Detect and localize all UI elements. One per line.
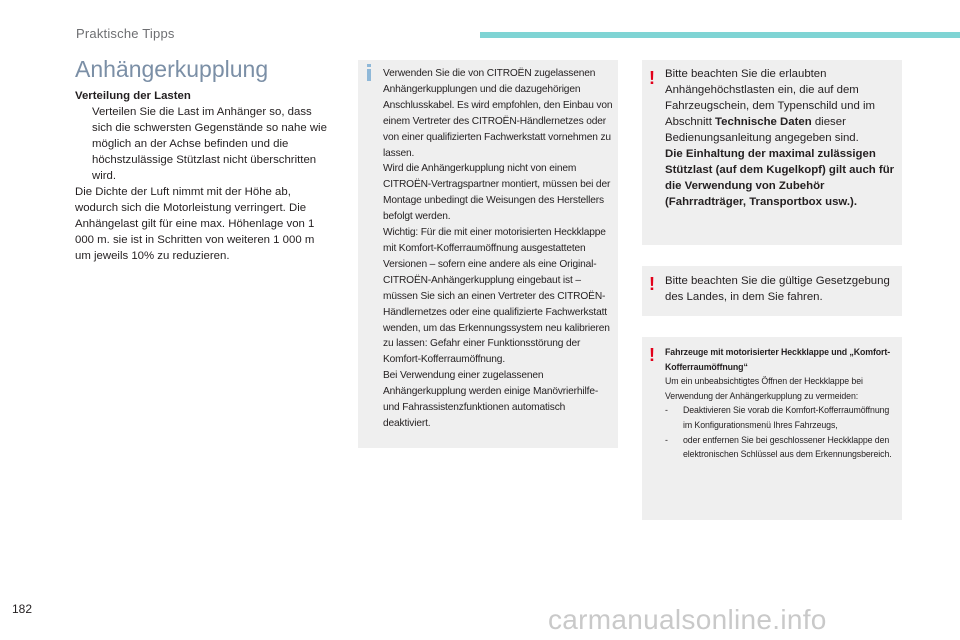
warning-text-tailgate xyxy=(665,345,898,462)
warning-text-part: Bitte beachten Sie die erlaubten Anhängehöchstlasten ein, die auf dem Fahrzeugschein, dem Typenschild und im Abschnitt xyxy=(665,68,875,128)
warning-icon: ! xyxy=(649,345,655,365)
page-number: 182 xyxy=(12,602,33,616)
warning-text-loads xyxy=(665,66,898,210)
dash-marker: - xyxy=(665,405,668,416)
list-item xyxy=(665,403,898,432)
bullet-text: Verteilen Sie die Last im Anhänger so, dass sich die schwersten Gegenstände so nahe wie möglich an der Achse befinden und die höchstzulässige Stützlast nicht überschritten wird. xyxy=(92,106,327,182)
dash-marker: - xyxy=(665,434,668,445)
section-header: Praktische Tipps xyxy=(76,26,175,41)
warning-intro: Um ein unbeabsichtigtes Öffnen der Heckklappe bei Verwendung der Anhängerkupplung zu vermeiden: xyxy=(665,376,863,401)
altitude-paragraph: Die Dichte der Luft nimmt mit der Höhe ab, wodurch sich die Motorleistung verringert. Die Anhängelast gilt für eine max. Höhenlage von 1 000 m. sie ist in Schritten von weiteren 1 000 m um jeweils 10% zu reduzieren. xyxy=(75,186,315,262)
bullet-item xyxy=(75,104,327,184)
info-note-text: Verwenden Sie die von CITROËN zugelassenen Anhängerkupplungen und die dazugehörigen Anschlusskabel. Es wird empfohlen, den Einbau von einem Vertreter des CITROËN-Händlernetzes oder von einer qualifizierten Fachwerkstatt vornehmen zu lassen. Wird die Anhängerkupplung nicht von einem CITROËN-Vertragspartner montiert, müssen bei der Montage unbedingt die Weisungen des Herstellers befolgt werden. Wichtig: Für die mit einer motorisierten Heckklappe mit Komfort-Kofferraumöffnung ausgestatteten Versionen – sofern eine andere als eine Original-CITROËN-Anhängerkupplung eingebaut ist – müssen Sie sich an einen Vertreter des CITROËN-Händlernetzes oder eine qualifizierte Fachwerkstatt wenden, um das Erkennungssystem neu kalibrieren zu lassen: Gefahr einer Funktionsstörung der Komfort-Kofferraumöffnung. Bei Verwendung einer zugelassenen Anhängerkupplung werden einige Manövrierhilfe- und Fahrassistenzfunktionen automatisch deaktiviert. xyxy=(383,68,613,429)
info-note-box xyxy=(358,60,618,448)
info-icon xyxy=(367,69,371,81)
warning-icon: ! xyxy=(649,68,655,88)
bullet-icon xyxy=(75,104,92,184)
left-column xyxy=(75,88,327,264)
header-accent-bar xyxy=(480,32,960,38)
warning-text-part: dieser Bedienungsanleitung angegeben sind. xyxy=(665,116,859,144)
warning-box-legislation xyxy=(642,266,902,316)
warning-bold-statement: Die Einhaltung der maximal zulässigen Stützlast (auf dem Kugelkopf) gilt auch für die Verwendung von Zubehör (Fahrradträger, Transportbox usw.). xyxy=(665,148,895,208)
list-item-text: Deaktivieren Sie vorab die Komfort-Kofferraumöffnung im Konfigurationsmenü Ihres Fahrzeugs, xyxy=(683,405,890,430)
subheading-load-distribution: Verteilung der Lasten xyxy=(75,90,191,102)
watermark: carmanualsonline.info xyxy=(548,604,827,635)
warning-box-tailgate xyxy=(642,337,902,520)
warning-icon: ! xyxy=(649,274,655,294)
warning-text-legislation: Bitte beachten Sie die gültige Gesetzgebung des Landes, in dem Sie fahren. xyxy=(665,275,890,303)
warning-box-loads xyxy=(642,60,902,245)
technical-data-reference: Technische Daten xyxy=(715,116,812,128)
list-item-text: oder entfernen Sie bei geschlossener Heckklappe den elektronischen Schlüssel aus dem Erkennungsbereich. xyxy=(683,434,892,460)
page-title: Anhängerkupplung xyxy=(75,56,269,82)
list-item xyxy=(665,433,898,462)
warning-heading: Fahrzeuge mit motorisierter Heckklappe und „Komfort-Kofferraumöffnung“ xyxy=(665,347,891,372)
